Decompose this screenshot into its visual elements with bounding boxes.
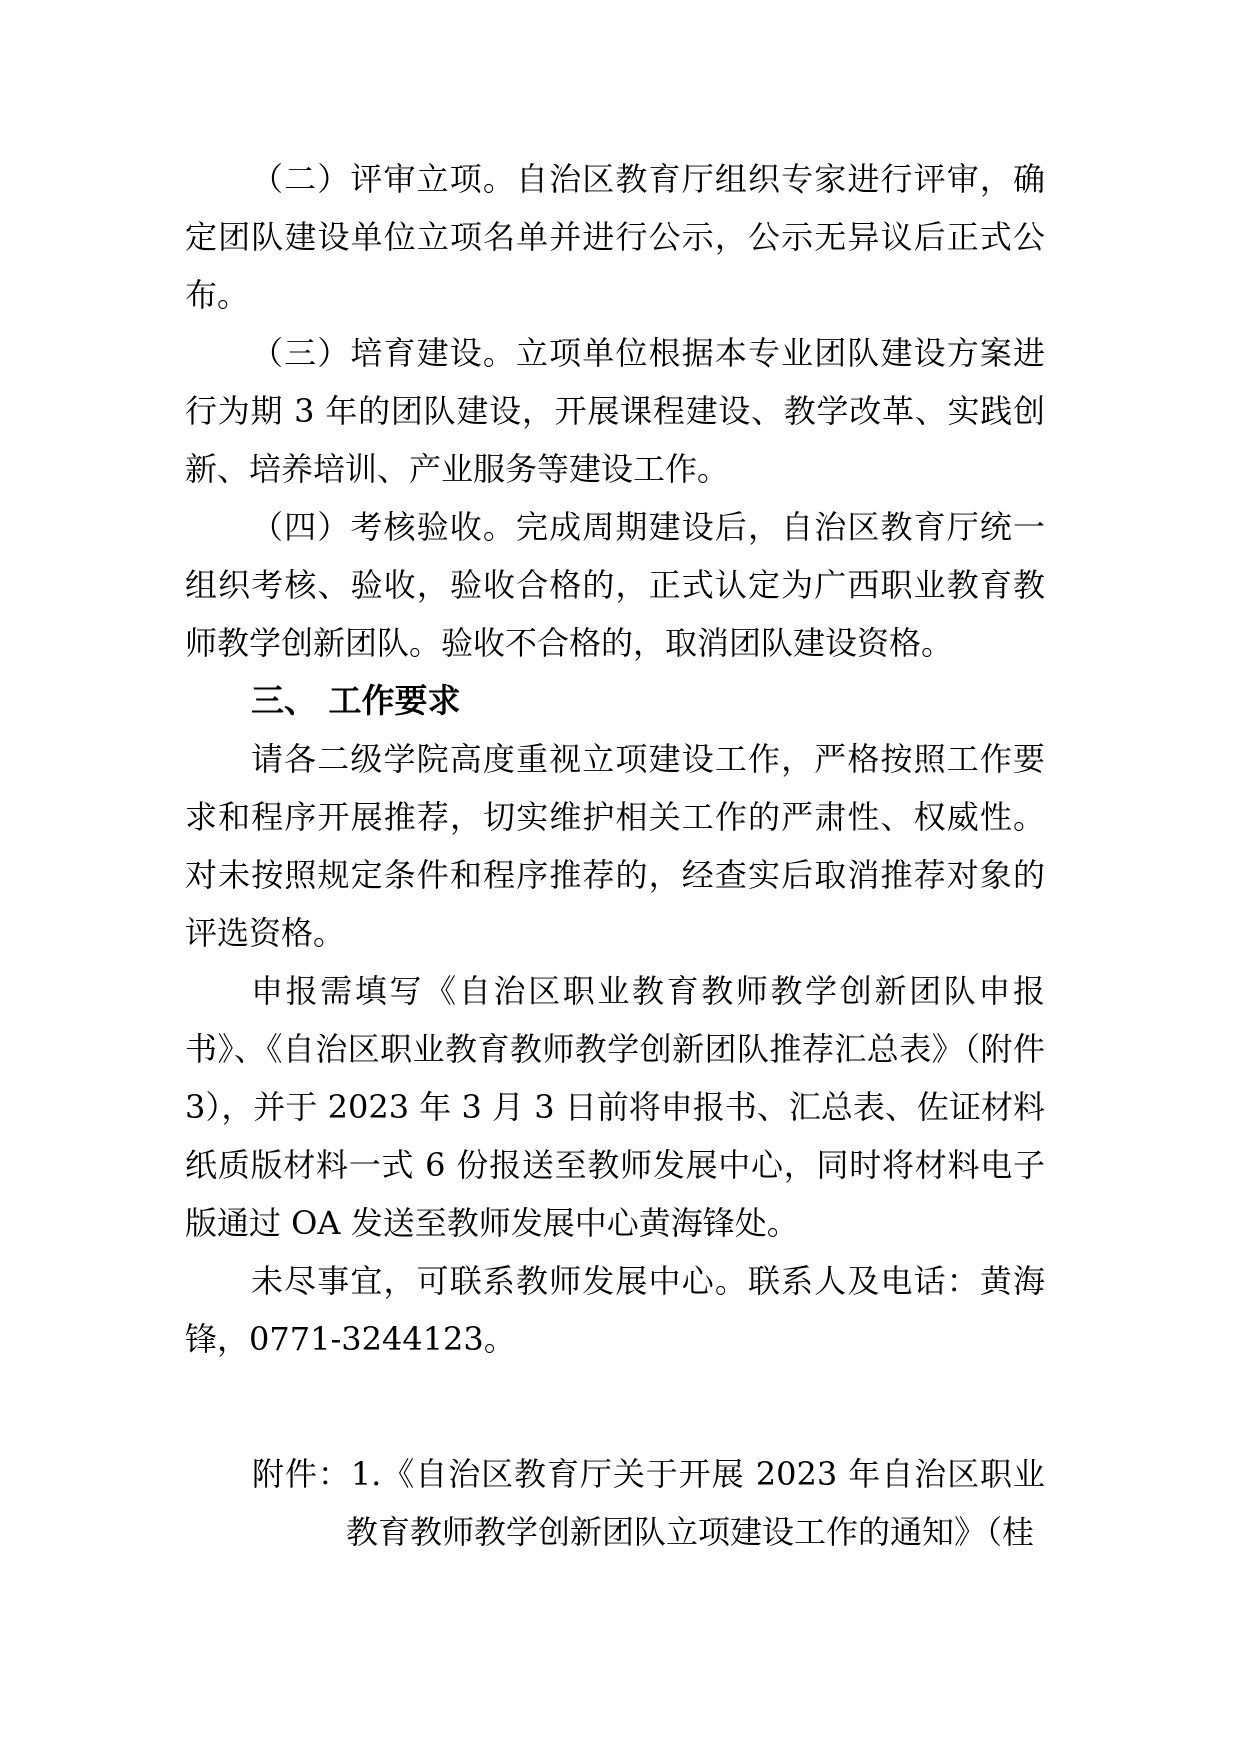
attachment-block [252, 1445, 1045, 1561]
section-heading: 三、 工作要求 [251, 681, 461, 720]
paragraph-requirements: 请各二级学院高度重视立项建设工作，严格按照工作要求和程序开展推荐，切实维护相关工作的严肃性、权威性。对未按照规定条件和程序推荐的，经查实后取消推荐对象的评选资格。 [185, 740, 1045, 952]
document-body [185, 150, 1045, 1368]
paragraph-review-approval: （二）评审立项。自治区教育厅组织专家进行评审，确定团队建设单位立项名单并进行公示，公示无异议后正式公布。 [185, 160, 1045, 314]
paragraph-contact: 未尽事宜，可联系教师发展中心。联系人及电话：黄海锋，0771-3244123。 [185, 1262, 1045, 1358]
paragraph-application: 申报需填写《自治区职业教育教师教学创新团队申报书》、《自治区职业教育教师教学创新团队推荐汇总表》（附件 3），并于 2023 年 3 月 3 日前将申报书、汇总表、佐证材料纸质版材料一式 6 份报送至教师发展中心，同时将材料电子版通过 OA 发送至教师发展中心黄海锋处。 [185, 972, 1045, 1242]
paragraph-cultivation: （三）培育建设。立项单位根据本专业团队建设方案进行为期 3 年的团队建设，开展课程建设、教学改革、实践创新、培养培训、产业服务等建设工作。 [185, 334, 1045, 488]
paragraph-acceptance: （四）考核验收。完成周期建设后，自治区教育厅统一组织考核、验收，验收合格的，正式认定为广西职业教育教师教学创新团队。验收不合格的，取消团队建设资格。 [185, 508, 1045, 662]
attachment-line: 附件：1.《自治区教育厅关于开展 2023 年自治区职业教育教师教学创新团队立项建设工作的通知》（桂 [252, 1455, 1045, 1551]
